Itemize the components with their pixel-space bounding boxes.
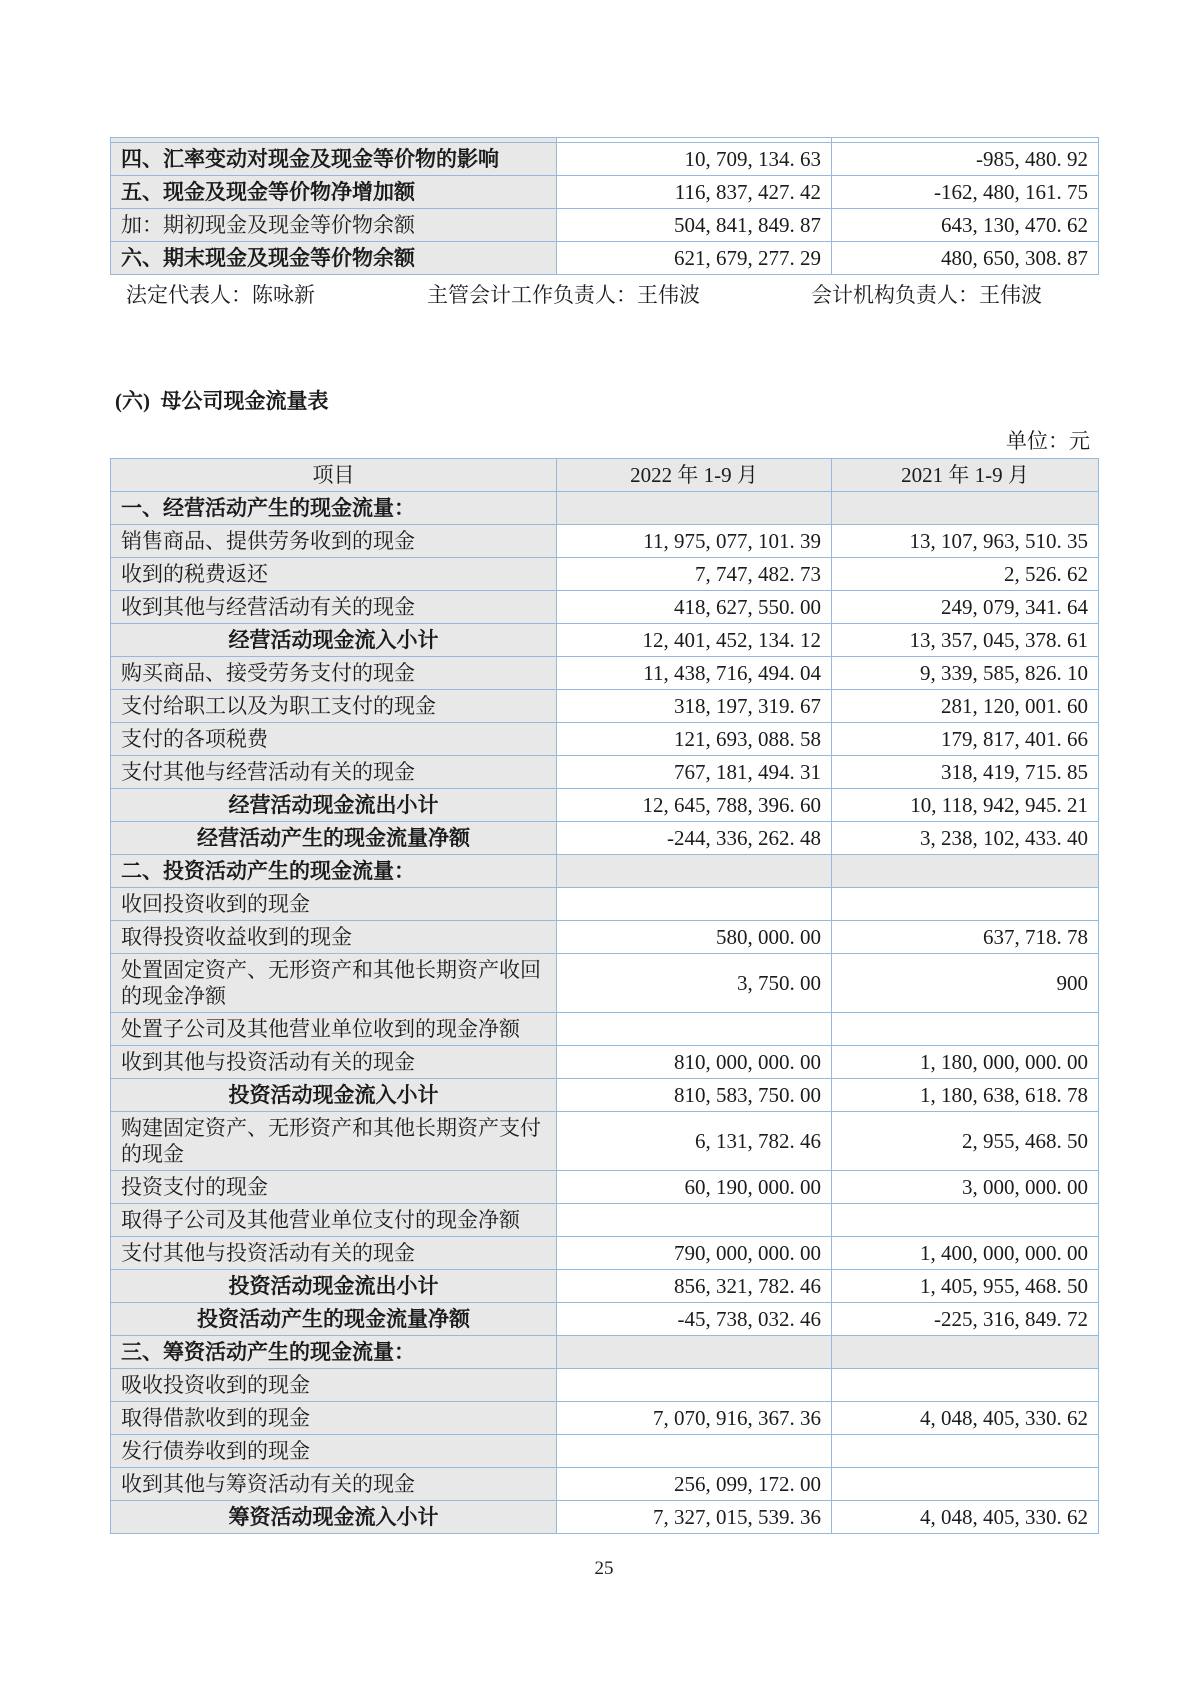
value-2021: 2, 526. 62 xyxy=(832,558,1099,591)
section-title: (六) 母公司现金流量表 xyxy=(115,389,329,413)
table-row xyxy=(111,176,1099,209)
row-label: 经营活动现金流出小计 xyxy=(111,789,557,822)
value-2022: 121, 693, 088. 58 xyxy=(557,723,832,756)
value-2022: 256, 099, 172. 00 xyxy=(557,1468,832,1501)
table-row xyxy=(111,1237,1099,1270)
signature-line xyxy=(110,281,1098,309)
row-label: 支付给职工以及为职工支付的现金 xyxy=(111,690,557,723)
legal-representative: 法定代表人：陈咏新 xyxy=(126,283,315,307)
value-2022: -244, 336, 262. 48 xyxy=(557,822,832,855)
value-2021: 4, 048, 405, 330. 62 xyxy=(832,1402,1099,1435)
table-row xyxy=(111,1204,1099,1237)
table-row-subtotal xyxy=(111,789,1099,822)
table-row-subtotal xyxy=(111,1303,1099,1336)
row-label: 支付其他与经营活动有关的现金 xyxy=(111,756,557,789)
value-2022: 116, 837, 427. 42 xyxy=(557,176,832,209)
value-2022: 318, 197, 319. 67 xyxy=(557,690,832,723)
row-label: 三、筹资活动产生的现金流量： xyxy=(111,1336,557,1369)
table-row xyxy=(111,209,1099,242)
table-row xyxy=(111,657,1099,690)
value-2022 xyxy=(557,1369,832,1402)
row-label: 经营活动产生的现金流量净额 xyxy=(111,822,557,855)
row-label: 支付的各项税费 xyxy=(111,723,557,756)
header-2022: 2022 年 1-9 月 xyxy=(557,459,832,492)
row-label: 筹资活动现金流入小计 xyxy=(111,1501,557,1534)
row-label: 取得借款收到的现金 xyxy=(111,1402,557,1435)
value-2021: 2, 955, 468. 50 xyxy=(832,1112,1099,1171)
value-2022: 580, 000. 00 xyxy=(557,921,832,954)
value-2022 xyxy=(557,1336,832,1369)
table-row-subtotal xyxy=(111,1270,1099,1303)
value-2021 xyxy=(832,888,1099,921)
value-2022: 418, 627, 550. 00 xyxy=(557,591,832,624)
table-row-subtotal xyxy=(111,624,1099,657)
accounting-dept-head: 会计机构负责人：王伟波 xyxy=(811,283,1042,307)
row-label: 收到的税费返还 xyxy=(111,558,557,591)
value-2021: 3, 000, 000. 00 xyxy=(832,1171,1099,1204)
value-2022: 12, 401, 452, 134. 12 xyxy=(557,624,832,657)
table-row-subtotal xyxy=(111,822,1099,855)
value-2021: -225, 316, 849. 72 xyxy=(832,1303,1099,1336)
page-number: 25 xyxy=(594,1558,614,1579)
value-2022: 11, 975, 077, 101. 39 xyxy=(557,525,832,558)
value-2021: 637, 718. 78 xyxy=(832,921,1099,954)
table-row-subtotal xyxy=(111,1501,1099,1534)
table-row xyxy=(111,525,1099,558)
value-2022: 11, 438, 716, 494. 04 xyxy=(557,657,832,690)
row-label: 收到其他与筹资活动有关的现金 xyxy=(111,1468,557,1501)
table-row-section xyxy=(111,492,1099,525)
row-label: 五、现金及现金等价物净增加额 xyxy=(111,176,557,209)
value-2021 xyxy=(832,492,1099,525)
value-2022: 3, 750. 00 xyxy=(557,954,832,1013)
value-2022: 856, 321, 782. 46 xyxy=(557,1270,832,1303)
value-2021: 3, 238, 102, 433. 40 xyxy=(832,822,1099,855)
chief-accounting-officer: 主管会计工作负责人：王伟波 xyxy=(427,283,700,307)
value-2021: 9, 339, 585, 826. 10 xyxy=(832,657,1099,690)
row-label: 收到其他与经营活动有关的现金 xyxy=(111,591,557,624)
row-label: 收回投资收到的现金 xyxy=(111,888,557,921)
value-2022: 12, 645, 788, 396. 60 xyxy=(557,789,832,822)
row-label: 投资支付的现金 xyxy=(111,1171,557,1204)
value-2021: 643, 130, 470. 62 xyxy=(832,209,1099,242)
table-row xyxy=(111,1402,1099,1435)
row-label: 吸收投资收到的现金 xyxy=(111,1369,557,1402)
value-2022: 10, 709, 134. 63 xyxy=(557,143,832,176)
value-2022 xyxy=(557,1013,832,1046)
table-row xyxy=(111,1369,1099,1402)
value-2021: 13, 357, 045, 378. 61 xyxy=(832,624,1099,657)
row-label: 收到其他与投资活动有关的现金 xyxy=(111,1046,557,1079)
table-row xyxy=(111,1435,1099,1468)
value-2022 xyxy=(557,1435,832,1468)
table-row xyxy=(111,1046,1099,1079)
value-2021: 318, 419, 715. 85 xyxy=(832,756,1099,789)
row-label: 经营活动现金流入小计 xyxy=(111,624,557,657)
value-2021: -162, 480, 161. 75 xyxy=(832,176,1099,209)
row-label: 取得投资收益收到的现金 xyxy=(111,921,557,954)
value-2021: 1, 405, 955, 468. 50 xyxy=(832,1270,1099,1303)
consolidated-cashflow-table-tail xyxy=(110,137,1099,275)
value-2021: -985, 480. 92 xyxy=(832,143,1099,176)
value-2022: 7, 747, 482. 73 xyxy=(557,558,832,591)
table-row xyxy=(111,242,1099,275)
value-2021 xyxy=(832,1013,1099,1046)
value-2021: 281, 120, 001. 60 xyxy=(832,690,1099,723)
table-row xyxy=(111,954,1099,1013)
value-2021: 480, 650, 308. 87 xyxy=(832,242,1099,275)
value-2022: 6, 131, 782. 46 xyxy=(557,1112,832,1171)
value-2021: 1, 400, 000, 000. 00 xyxy=(832,1237,1099,1270)
value-2021: 13, 107, 963, 510. 35 xyxy=(832,525,1099,558)
value-2022: 60, 190, 000. 00 xyxy=(557,1171,832,1204)
value-2021: 179, 817, 401. 66 xyxy=(832,723,1099,756)
value-2021 xyxy=(832,1468,1099,1501)
value-2022 xyxy=(557,1204,832,1237)
table-row xyxy=(111,1171,1099,1204)
table-row-section xyxy=(111,1336,1099,1369)
row-label: 取得子公司及其他营业单位支付的现金净额 xyxy=(111,1204,557,1237)
table-row xyxy=(111,591,1099,624)
row-label: 处置固定资产、无形资产和其他长期资产收回的现金净额 xyxy=(111,954,557,1013)
row-label: 支付其他与投资活动有关的现金 xyxy=(111,1237,557,1270)
value-2022: 767, 181, 494. 31 xyxy=(557,756,832,789)
table-row xyxy=(111,558,1099,591)
value-2021 xyxy=(832,1204,1099,1237)
table-row xyxy=(111,143,1099,176)
value-2022: 7, 327, 015, 539. 36 xyxy=(557,1501,832,1534)
table-header-row xyxy=(111,459,1099,492)
value-2022 xyxy=(557,888,832,921)
row-label: 投资活动现金流出小计 xyxy=(111,1270,557,1303)
table-row-section xyxy=(111,855,1099,888)
row-label: 二、投资活动产生的现金流量： xyxy=(111,855,557,888)
value-2021 xyxy=(832,1369,1099,1402)
table-row-subtotal xyxy=(111,1079,1099,1112)
value-2021: 900 xyxy=(832,954,1099,1013)
value-2021: 10, 118, 942, 945. 21 xyxy=(832,789,1099,822)
header-2021: 2021 年 1-9 月 xyxy=(832,459,1099,492)
table-row xyxy=(111,921,1099,954)
table-row xyxy=(111,756,1099,789)
value-2022: -45, 738, 032. 46 xyxy=(557,1303,832,1336)
value-2022: 810, 000, 000. 00 xyxy=(557,1046,832,1079)
header-item: 项目 xyxy=(111,459,557,492)
value-2021: 249, 079, 341. 64 xyxy=(832,591,1099,624)
table-row xyxy=(111,1112,1099,1171)
table-row xyxy=(111,888,1099,921)
table-row xyxy=(111,1468,1099,1501)
unit-label: 单位：元 xyxy=(1006,429,1090,453)
value-2021: 1, 180, 000, 000. 00 xyxy=(832,1046,1099,1079)
row-label: 四、汇率变动对现金及现金等价物的影响 xyxy=(111,143,557,176)
value-2021 xyxy=(832,1435,1099,1468)
value-2022: 790, 000, 000. 00 xyxy=(557,1237,832,1270)
row-label: 销售商品、提供劳务收到的现金 xyxy=(111,525,557,558)
parent-company-cashflow-table xyxy=(110,458,1099,1534)
value-2021 xyxy=(832,1336,1099,1369)
table-row xyxy=(111,1013,1099,1046)
value-2022 xyxy=(557,492,832,525)
row-label: 一、经营活动产生的现金流量： xyxy=(111,492,557,525)
row-label: 购买商品、接受劳务支付的现金 xyxy=(111,657,557,690)
table-row xyxy=(111,723,1099,756)
row-label: 投资活动现金流入小计 xyxy=(111,1079,557,1112)
value-2022: 810, 583, 750. 00 xyxy=(557,1079,832,1112)
row-label: 购建固定资产、无形资产和其他长期资产支付的现金 xyxy=(111,1112,557,1171)
value-2022: 621, 679, 277. 29 xyxy=(557,242,832,275)
value-2021: 4, 048, 405, 330. 62 xyxy=(832,1501,1099,1534)
row-label: 处置子公司及其他营业单位收到的现金净额 xyxy=(111,1013,557,1046)
row-label: 加：期初现金及现金等价物余额 xyxy=(111,209,557,242)
row-label: 发行债券收到的现金 xyxy=(111,1435,557,1468)
row-label: 六、期末现金及现金等价物余额 xyxy=(111,242,557,275)
value-2022: 504, 841, 849. 87 xyxy=(557,209,832,242)
value-2021 xyxy=(832,855,1099,888)
table-row xyxy=(111,690,1099,723)
value-2021: 1, 180, 638, 618. 78 xyxy=(832,1079,1099,1112)
value-2022: 7, 070, 916, 367. 36 xyxy=(557,1402,832,1435)
row-label: 投资活动产生的现金流量净额 xyxy=(111,1303,557,1336)
value-2022 xyxy=(557,855,832,888)
